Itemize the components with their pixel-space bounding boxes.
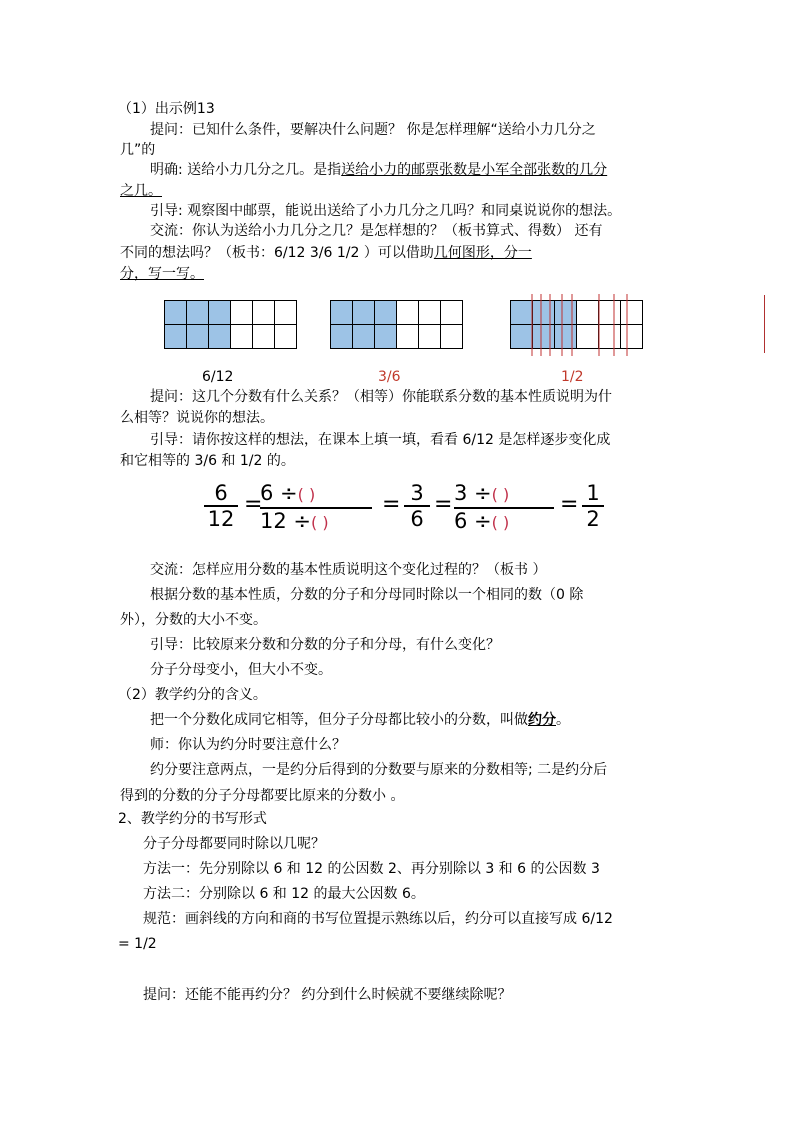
equals-sign: = [560, 492, 579, 517]
text-line: 和它相等的 3/6 和 1/2 的。 [120, 453, 295, 469]
fraction-3-6 [404, 482, 430, 530]
text-line: 规范：画斜线的方向和商的书写位置提示熟练以后，约分可以直接写成 6/12 [143, 911, 613, 927]
equals-sign: = [434, 492, 453, 517]
equals-sign: = [244, 492, 263, 517]
fraction-3-6-divided [454, 482, 560, 534]
figure-label-1-2: 1/2 [561, 369, 584, 385]
text-line: 得到的分数的分子分母都要比原来的分数小 。 [120, 788, 405, 804]
denominator: 12 [207, 507, 235, 531]
grid-figure-1-2 [510, 300, 643, 349]
text-line: 师：你认为约分时要注意什么？ [150, 737, 346, 753]
text-span: 把一个分数化成同它相等，但分子分母都比较小的分数，叫做 [150, 712, 528, 728]
grid-figure-3-6 [330, 300, 463, 349]
text-line [150, 711, 570, 729]
text-line: 引导：比较原来分数和分数的分子和分母，有什么变化？ [150, 637, 500, 653]
text-line: 引导: 观察图中邮票，能说出送给了小力几分之几吗？和同桌说说你的想法。 [150, 203, 622, 219]
text-line [150, 161, 607, 179]
term-yuefen: 约分 [528, 712, 556, 728]
numerator [454, 482, 560, 506]
blank-parens[interactable]: ( ) [491, 513, 510, 532]
numerator-text: 3 ÷ [454, 481, 492, 505]
fraction-1-2 [582, 482, 604, 530]
fraction-6-12 [204, 482, 238, 530]
text-line: 方法二：分别除以 6 和 12 的最大公因数 6。 [143, 886, 425, 902]
numerator: 6 [214, 481, 228, 505]
section-heading: 2、教学约分的书写形式 [118, 811, 267, 827]
text-line: 提问：已知什么条件，要解决什么问题？ 你是怎样理解“送给小力几分之 [150, 122, 596, 138]
text-line: 分子分母都要同时除以几呢？ [143, 836, 325, 852]
fraction-6-12-divided [260, 482, 380, 534]
blank-parens[interactable]: ( ) [311, 513, 329, 532]
underlined-text: 送给小力的邮票张数是小军全部张数的几分 [341, 162, 608, 178]
numerator [260, 482, 380, 506]
text-line: 提问：这几个分数有什么关系？（相等）你能联系分数的基本性质说明为什 [150, 389, 612, 405]
numerator: 1 [586, 481, 600, 505]
blank-parens[interactable]: ( ) [297, 485, 316, 504]
text-span: 明确: 送给小力几分之几。是指 [150, 162, 342, 178]
margin-marker [764, 295, 765, 353]
denominator-text: 12 ÷ [260, 509, 311, 533]
text-line: 提问：还能不能再约分？ 约分到什么时候就不要继续除呢？ [143, 987, 512, 1003]
text-line: 分子分母变小，但大小不变。 [150, 662, 332, 678]
denominator: 6 [410, 507, 424, 531]
figure-label-6-12: 6/12 [202, 369, 234, 385]
text-line [120, 244, 532, 262]
section-heading: （2）教学约分的含义。 [118, 687, 267, 703]
text-line: 引导：请你按这样的想法，在课本上填一填，看看 6/12 是怎样逐步变化成 [150, 432, 611, 448]
text-line: 几”的 [120, 142, 156, 158]
denominator [260, 510, 380, 534]
text-line: = 1/2 [118, 936, 157, 952]
blank-parens[interactable]: ( ) [491, 485, 510, 504]
text-span: 不同的想法吗？（板书：6/12 3/6 1/2 ）可以借助 [120, 245, 434, 261]
text-line: 根据分数的基本性质，分数的分子和分母同时除以一个相同的数（0 除 [150, 587, 584, 603]
denominator [454, 510, 560, 534]
text-line: 么相等？说说你的想法。 [120, 410, 274, 426]
denominator: 2 [586, 507, 600, 531]
text-line: 交流：你认为送给小力几分之几？是怎样想的？（板书算式、得数） 还有 [150, 223, 603, 239]
numerator-text: 6 ÷ [260, 481, 298, 505]
section-heading: （1）出示例13 [118, 101, 215, 117]
equals-sign: = [382, 492, 401, 517]
underlined-text: 分，写一写。 [120, 266, 204, 282]
numerator: 3 [410, 481, 424, 505]
grid-figure-6-12 [164, 300, 297, 349]
red-division-lines [510, 294, 650, 356]
text-line: 约分要注意两点，一是约分后得到的分数要与原来的分数相等; 二是约分后 [150, 762, 608, 778]
text-line: 交流：怎样应用分数的基本性质说明这个变化过程的？（板书 ） [150, 562, 547, 578]
text-line: 外），分数的大小不变。 [120, 612, 267, 628]
text-line: 方法一：先分别除以 6 和 12 的公因数 2、再分别除以 3 和 6 的公因数 3 [143, 861, 600, 877]
figure-label-3-6: 3/6 [378, 369, 401, 385]
underlined-text: 之几。 [120, 183, 162, 199]
underlined-text: 几何图形，分一 [433, 245, 532, 261]
denominator-text: 6 ÷ [454, 509, 492, 533]
text-span: 。 [556, 712, 570, 728]
